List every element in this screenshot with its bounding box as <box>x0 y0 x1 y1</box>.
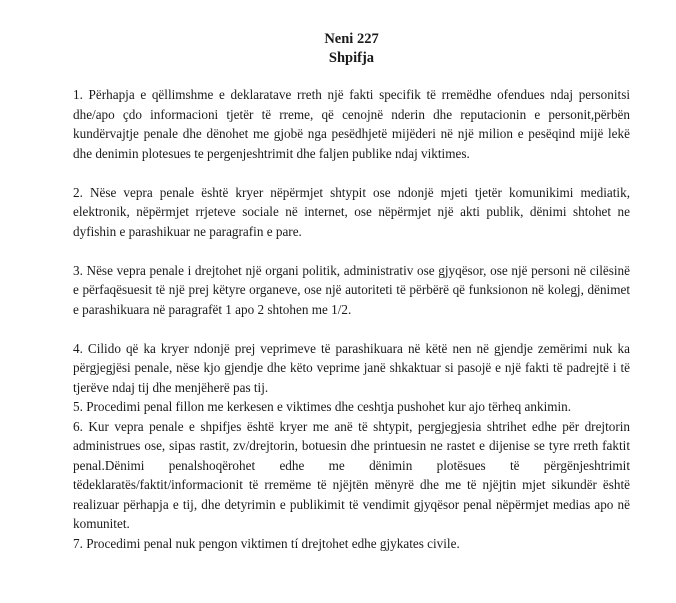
paragraph-3: 3. Nëse vepra penale i drejtohet një organi politik, administrativ ose gjyqësor, ose një personi në cilësinë e përfaqësuesit të një prej këtyre organeve, ose një autoriteti të përbërë që funksionon në kolegj, dënimet e parashikuara në paragrafët 1 apo 2 shtohen me 1/2. <box>73 262 630 317</box>
article-title: Shpifja <box>328 50 375 66</box>
article-body <box>73 85 630 553</box>
paragraph-5: 5. Procedimi penal fillon me kerkesen e viktimes dhe ceshtja pushohet kur ajo tërheq ankimin. <box>73 399 572 414</box>
paragraph-4: 4. Cilido që ka kryer ndonjë prej veprimeve të parashikuara në këtë nen në gjendje zemërimi nuk ka përgjegjësi penale, nëse kjo gjendje dhe këto veprime janë shkaktuar si pasojë e një fakti të padrejtë i të tjerëve ndaj tij dhe menjëherë pas tij. <box>73 340 630 395</box>
article-number: Neni 227 <box>324 31 379 47</box>
paragraph-6: 6. Kur vepra penale e shpifjes është kryer me anë të shtypit, pergjegjesia shtrihet edhe për drejtorin administrues ose, sipas rastit, zv/drejtorin, botuesin dhe printuesin ne rastet e dijenise se tyre rreth faktit penal.Dënimi penalshoqërohet edhe me dënimin plotësues të përgënjeshtrimit tëdeklaratës/faktit/informacionit të rremëme të njëjtën mënyrë dhe me të njëjtin mjet sikundër është realizuar përhapja e tij, dhe detyrimin e publikimit të vendimit gjyqësor penal nëpërmjet medias apo në komunitet. <box>73 418 630 531</box>
paragraph-1: 1. Përhapja e qëllimshme e deklaratave rreth një fakti specifik të rremëdhe ofendues ndaj personitsi dhe/apo çdo informacioni tjetër të rreme, që cenojnë nderin dhe reputacionin e personit,përbën kundërvajtje penale dhe dënohet me gjobë nga pesëdhjetë mijëderi në një milion e pesëqind mijë lekë dhe denimin plotesues te pergenjeshtrimit dhe faljen publike ndaj viktimes. <box>73 87 630 161</box>
article-heading <box>73 30 630 68</box>
paragraph-7: 7. Procedimi penal nuk pengon viktimen tí drejtohet edhe gjykates civile. <box>73 535 460 551</box>
paragraph-2: 2. Nëse vepra penale është kryer nëpërmjet shtypit ose ndonjë mjeti tjetër komunikimi mediatik, elektronik, nëpërmjet rrjeteve sociale në internet, ose nëpërmjet një akti publik, dënimi shtohet ne dyfishin e parashikuar ne paragrafin e pare. <box>73 184 630 239</box>
